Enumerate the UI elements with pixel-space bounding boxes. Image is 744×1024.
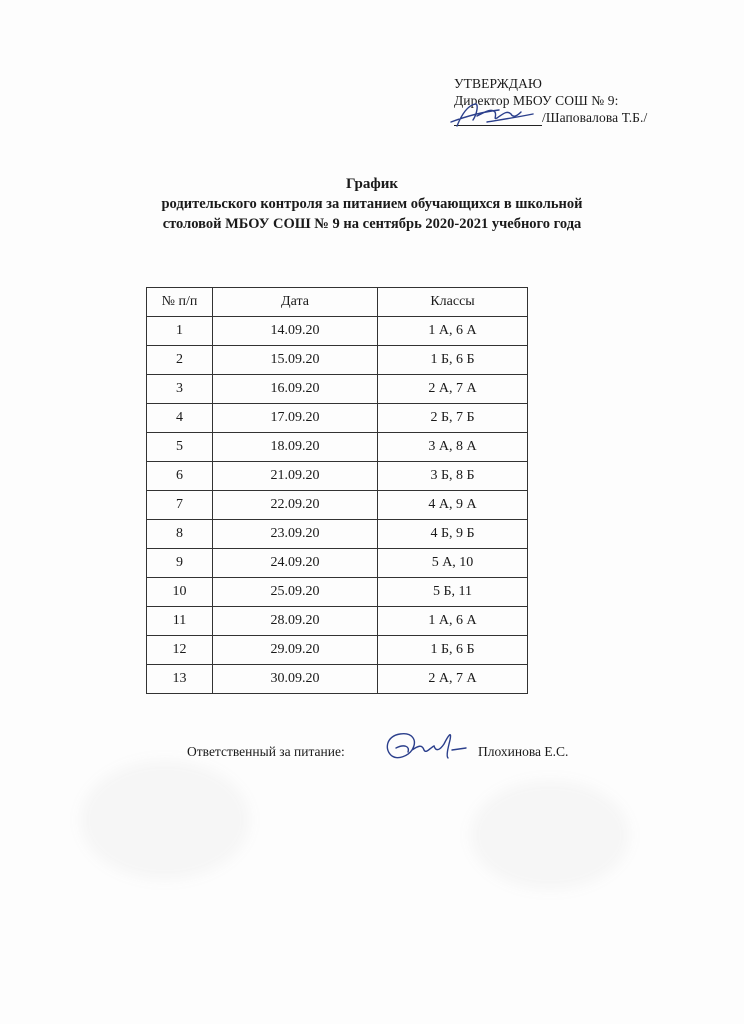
table-row (147, 462, 528, 491)
cell-number: 13 (147, 665, 213, 694)
cell-number: 8 (147, 520, 213, 549)
cell-classes: 2 А, 7 А (378, 665, 528, 694)
director-signature-icon (447, 92, 537, 132)
cell-date: 25.09.20 (213, 578, 378, 607)
cell-classes: 2 Б, 7 Б (378, 404, 528, 433)
cell-date: 21.09.20 (213, 462, 378, 491)
cell-date: 30.09.20 (213, 665, 378, 694)
approval-director-name: /Шаповалова Т.Б./ (542, 110, 648, 125)
table-row (147, 491, 528, 520)
cell-date: 28.09.20 (213, 607, 378, 636)
title-line-3: столовой МБОУ СОШ № 9 на сентябрь 2020-2021 учебного года (162, 216, 582, 232)
title-line-2: родительского контроля за питанием обучающихся в школьной (161, 196, 583, 212)
cell-date: 24.09.20 (213, 549, 378, 578)
approval-director: Директор МБОУ СОШ № 9: (454, 93, 619, 108)
scan-smudge (80, 760, 250, 880)
table-row (147, 346, 528, 375)
cell-date: 14.09.20 (213, 317, 378, 346)
cell-classes: 1 Б, 6 Б (378, 636, 528, 665)
cell-classes: 3 А, 8 А (378, 433, 528, 462)
cell-classes: 4 Б, 9 Б (378, 520, 528, 549)
title-line-1: График (345, 176, 399, 192)
approval-heading: УТВЕРЖДАЮ (454, 76, 542, 91)
cell-classes: 4 А, 9 А (378, 491, 528, 520)
table-row (147, 665, 528, 694)
table-header-row (147, 288, 528, 317)
cell-number: 4 (147, 404, 213, 433)
cell-number: 7 (147, 491, 213, 520)
responsible-signature-icon (378, 726, 470, 770)
cell-date: 16.09.20 (213, 375, 378, 404)
cell-number: 10 (147, 578, 213, 607)
schedule-table (146, 287, 528, 694)
responsible-label: Ответственный за питание: (187, 744, 345, 759)
cell-number: 12 (147, 636, 213, 665)
cell-date: 22.09.20 (213, 491, 378, 520)
cell-classes: 1 А, 6 А (378, 317, 528, 346)
table-row (147, 520, 528, 549)
cell-date: 18.09.20 (213, 433, 378, 462)
cell-number: 2 (147, 346, 213, 375)
cell-date: 15.09.20 (213, 346, 378, 375)
header-date: Дата (213, 288, 378, 317)
table-row (147, 375, 528, 404)
table-row (147, 607, 528, 636)
table-row (147, 433, 528, 462)
scan-smudge (470, 780, 630, 890)
document-title (0, 174, 744, 234)
cell-classes: 5 Б, 11 (378, 578, 528, 607)
cell-date: 29.09.20 (213, 636, 378, 665)
cell-date: 17.09.20 (213, 404, 378, 433)
table-row (147, 404, 528, 433)
cell-number: 6 (147, 462, 213, 491)
cell-classes: 3 Б, 8 Б (378, 462, 528, 491)
cell-classes: 5 А, 10 (378, 549, 528, 578)
cell-classes: 2 А, 7 А (378, 375, 528, 404)
table-row (147, 636, 528, 665)
cell-number: 3 (147, 375, 213, 404)
table-row (147, 549, 528, 578)
cell-number: 11 (147, 607, 213, 636)
header-number: № п/п (147, 288, 213, 317)
table-row (147, 317, 528, 346)
responsible-name: Плохинова Е.С. (478, 744, 569, 759)
cell-number: 9 (147, 549, 213, 578)
table-row (147, 578, 528, 607)
cell-number: 1 (147, 317, 213, 346)
cell-classes: 1 Б, 6 Б (378, 346, 528, 375)
cell-date: 23.09.20 (213, 520, 378, 549)
header-classes: Классы (378, 288, 528, 317)
cell-number: 5 (147, 433, 213, 462)
cell-classes: 1 А, 6 А (378, 607, 528, 636)
